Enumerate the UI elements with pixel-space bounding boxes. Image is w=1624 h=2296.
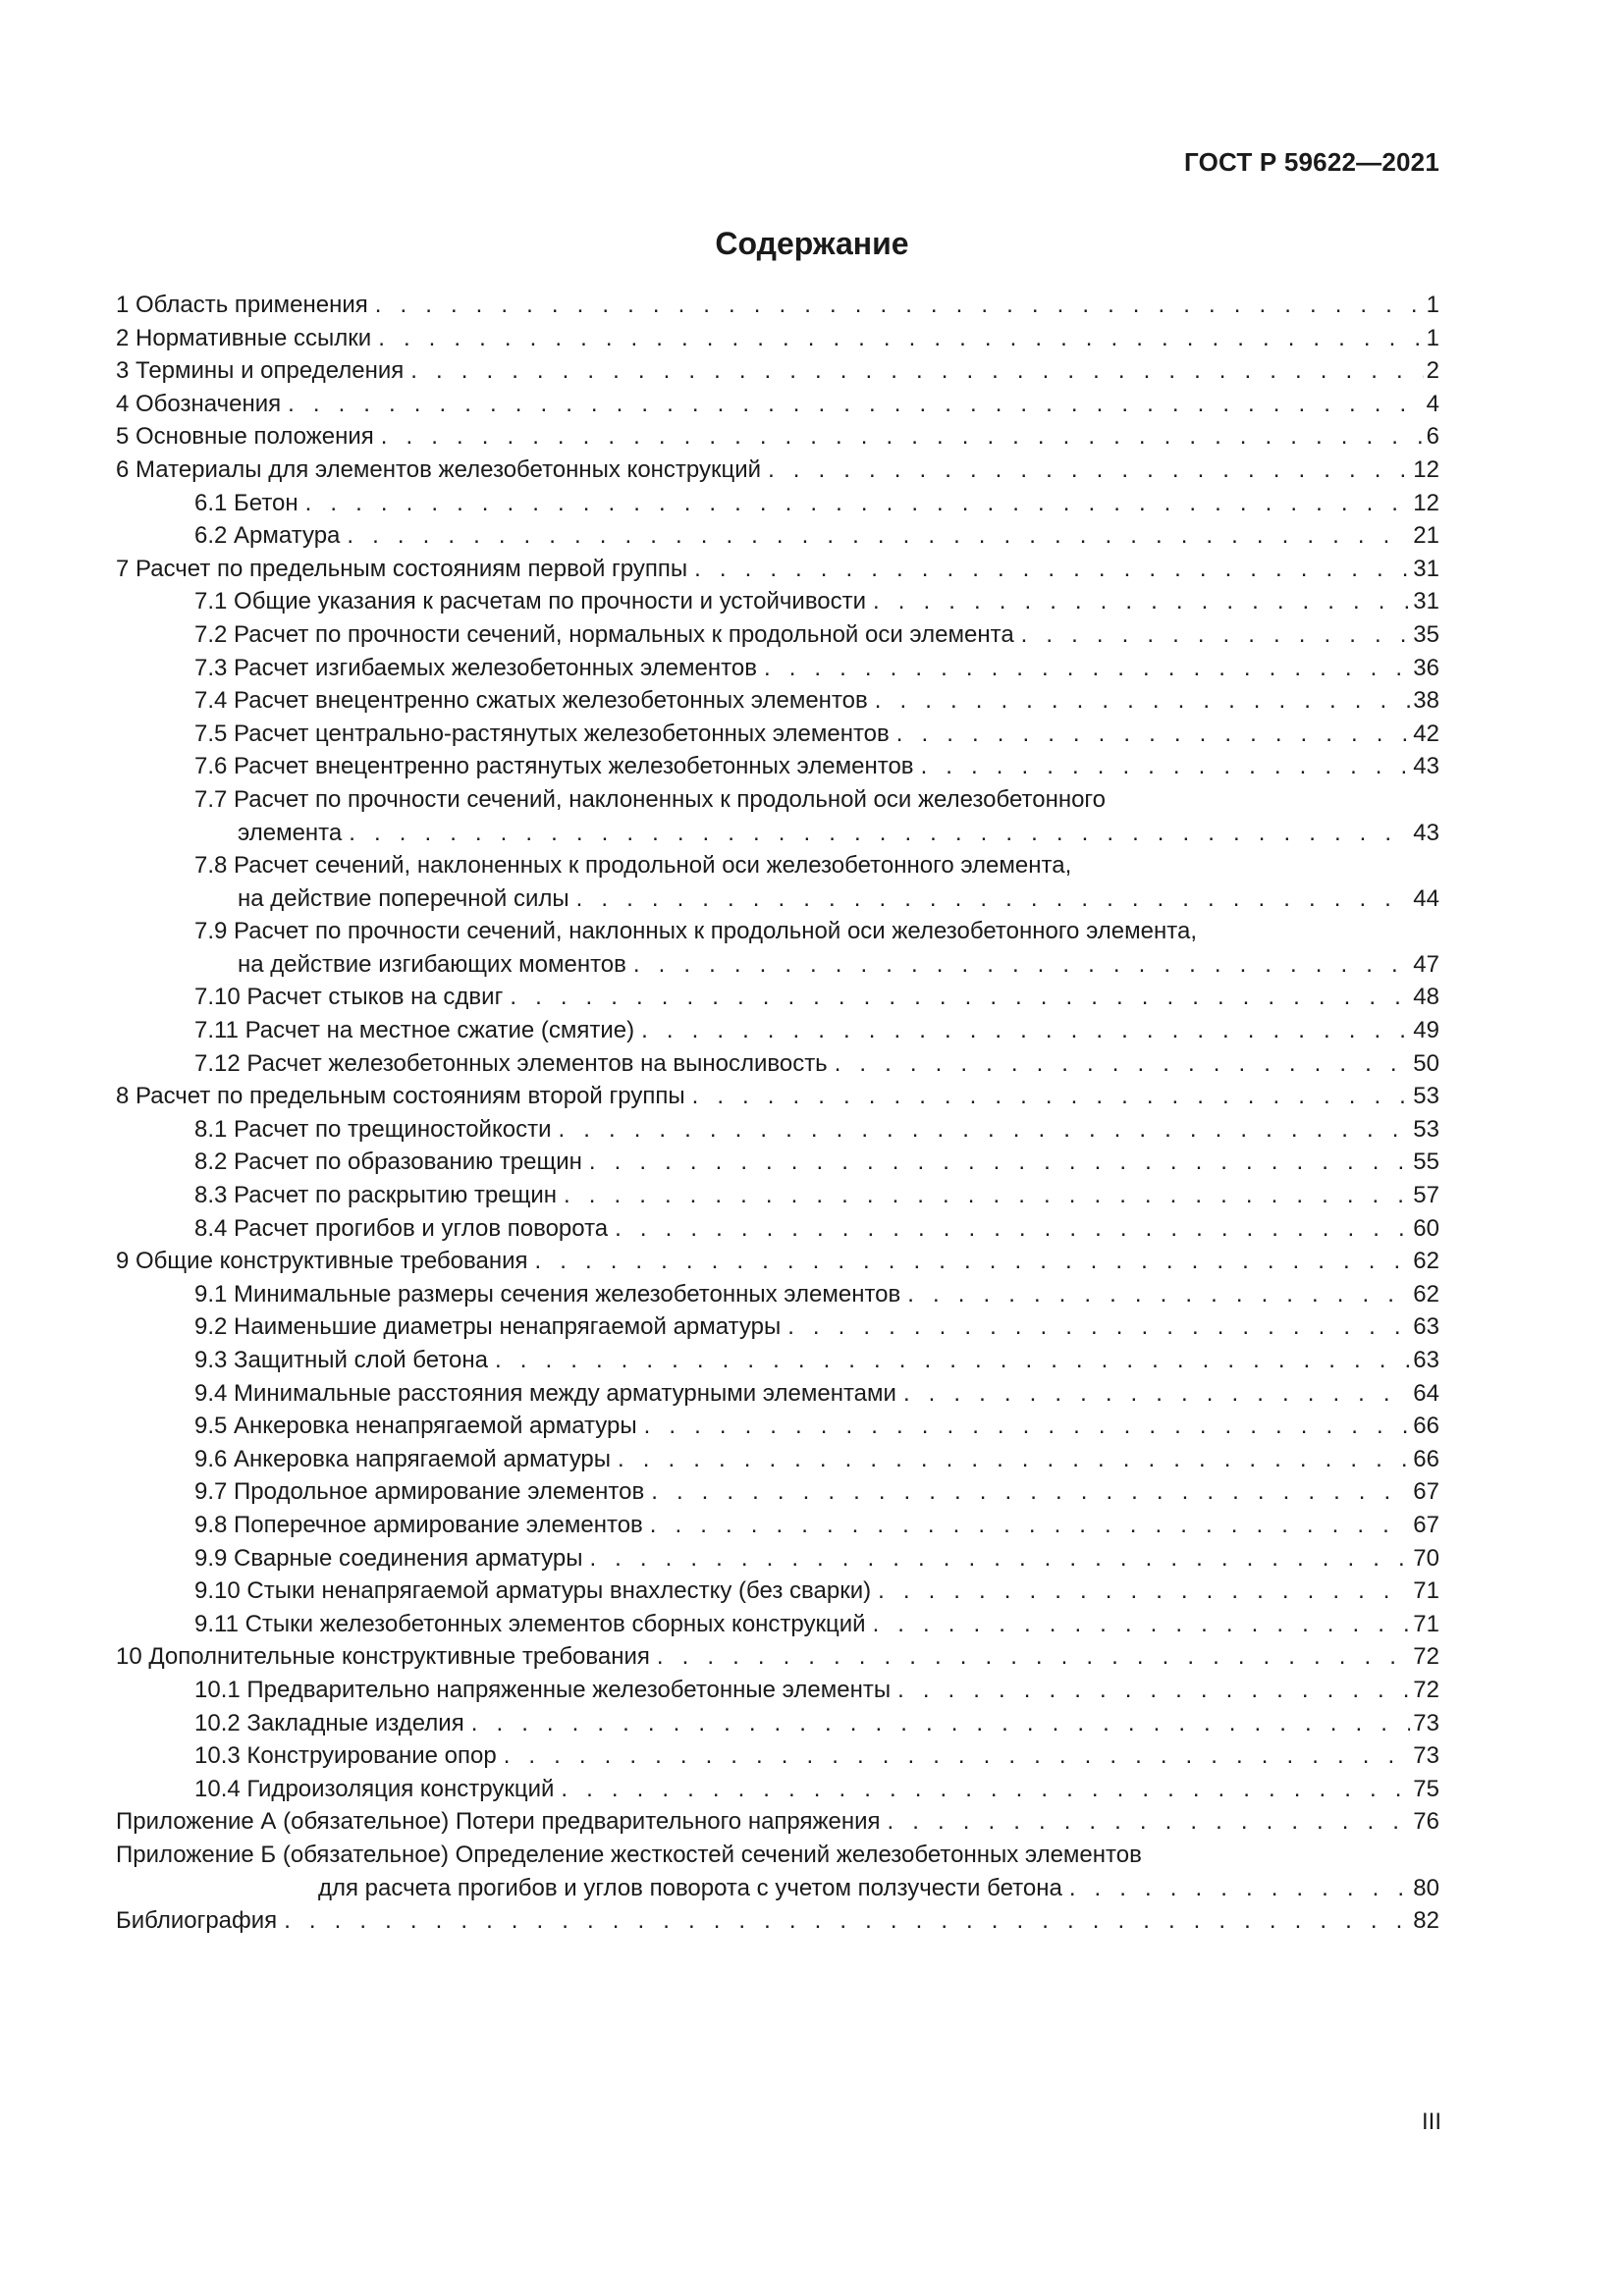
toc-entry[interactable] (116, 1542, 1439, 1575)
toc-entry-title: 9.2 Наименьшие диаметры ненапрягаемой арматуры (194, 1313, 782, 1341)
toc-entry-title: 8.4 Расчет прогибов и углов поворота (194, 1214, 609, 1242)
toc-entry-page: 53 (1413, 1083, 1439, 1110)
dot-leader (633, 948, 1410, 982)
toc-entry[interactable] (116, 1839, 1439, 1904)
toc-entry-page: 35 (1413, 620, 1439, 648)
toc-entry-page: 72 (1413, 1643, 1439, 1671)
toc-entry[interactable] (116, 1310, 1439, 1344)
toc-entry-page: 49 (1413, 1017, 1439, 1044)
toc-entry-page: 21 (1413, 522, 1439, 550)
dot-leader (921, 750, 1411, 783)
dot-leader (561, 1773, 1410, 1806)
toc-entry[interactable] (116, 981, 1439, 1014)
toc-entry-title-line: Приложение Б (обязательное) Определение жесткостей сечений железобетонных элементов (116, 1841, 1142, 1868)
toc-entry[interactable] (116, 487, 1439, 520)
toc-entry[interactable] (116, 1773, 1439, 1806)
toc-entry-page: 76 (1413, 1808, 1439, 1836)
toc-entry[interactable] (116, 1278, 1439, 1311)
toc-entry-title: 2 Нормативные ссылки (116, 324, 372, 351)
page-number: III (1421, 2109, 1441, 2135)
dot-leader (305, 487, 1411, 520)
toc-entry-page: 73 (1413, 1709, 1439, 1736)
toc-entry[interactable] (116, 1179, 1439, 1212)
toc-entry[interactable] (116, 1080, 1439, 1113)
toc-entry[interactable] (116, 1047, 1439, 1081)
dot-leader (896, 718, 1411, 751)
dot-leader (510, 981, 1410, 1014)
toc-entry[interactable] (116, 618, 1439, 652)
dot-leader (875, 684, 1411, 718)
toc-entry[interactable] (116, 718, 1439, 751)
toc-entry-title: 9.9 Сварные соединения арматуры (194, 1544, 583, 1572)
toc-entry[interactable] (116, 849, 1439, 915)
toc-entry-title: 9.10 Стыки ненапрягаемой арматуры внахлестку (без сварки) (194, 1577, 872, 1605)
toc-entry-title-line: 7.9 Расчет по прочности сечений, наклонных к продольной оси железобетонного элемента, (194, 918, 1197, 945)
toc-entry-title: 7.2 Расчет по прочности сечений, нормальных к продольной оси элемента (194, 620, 1014, 648)
toc-entry-page: 42 (1413, 720, 1439, 747)
toc-entry-page: 82 (1413, 1907, 1439, 1935)
toc-entry-title: 7.6 Расчет внецентренно растянутых железобетонных элементов (194, 753, 914, 780)
toc-entry[interactable] (116, 1410, 1439, 1443)
toc-entry-title: 10.1 Предварительно напряженные железобетонные элементы (194, 1676, 892, 1703)
dot-leader (657, 1640, 1410, 1674)
dot-leader (288, 388, 1424, 421)
dot-leader (787, 1310, 1410, 1344)
toc-entry[interactable] (116, 354, 1439, 388)
toc-entry-title: элемента (238, 819, 343, 846)
toc-entry[interactable] (116, 519, 1439, 553)
toc-entry[interactable] (116, 1805, 1439, 1839)
dot-leader (564, 1179, 1410, 1212)
toc-entry-title: 7.4 Расчет внецентренно сжатых железобетонных элементов (194, 687, 868, 715)
dot-leader (873, 1608, 1411, 1641)
toc-entry[interactable] (116, 1377, 1439, 1411)
toc-entry[interactable] (116, 684, 1439, 718)
toc-entry[interactable] (116, 388, 1439, 421)
toc-entry-title: 6.1 Бетон (194, 489, 298, 516)
dot-leader (576, 882, 1411, 916)
toc-entry-title: 5 Основные положения (116, 423, 374, 451)
dot-leader (694, 553, 1410, 586)
toc-entry[interactable] (116, 1113, 1439, 1147)
toc-entry-page: 48 (1413, 984, 1439, 1011)
toc-entry-title: 8.1 Расчет по трещиностойкости (194, 1115, 552, 1143)
toc-entry-title-line: 7.7 Расчет по прочности сечений, наклоненных к продольной оси железобетонного (194, 785, 1107, 813)
dot-leader (1069, 1872, 1410, 1905)
dot-leader (615, 1212, 1410, 1246)
dot-leader (903, 1377, 1410, 1411)
toc-entry-page: 31 (1413, 555, 1439, 582)
toc-entry-title: 9.1 Минимальные размеры сечения железобетонных элементов (194, 1280, 901, 1308)
toc-entry-page: 2 (1426, 357, 1439, 385)
dot-leader (558, 1113, 1410, 1147)
toc-entry-page: 12 (1413, 455, 1439, 483)
toc-entry-page: 50 (1413, 1049, 1439, 1077)
toc-entry-page: 1 (1426, 292, 1439, 318)
toc-entry-title: Библиография (116, 1907, 278, 1935)
toc-entry-title: 1 Область применения (116, 292, 368, 318)
dot-leader (878, 1575, 1410, 1608)
toc-entry-title: 10.3 Конструирование опор (194, 1742, 497, 1770)
toc-entry-page: 72 (1413, 1676, 1439, 1703)
toc-entry-title: 9.4 Минимальные расстояния между арматурными элементами (194, 1379, 896, 1407)
toc-entry-title: 7.3 Расчет изгибаемых железобетонных элементов (194, 654, 757, 681)
toc-entry-page: 57 (1413, 1182, 1439, 1209)
toc-entry[interactable] (116, 783, 1439, 849)
dot-leader (897, 1674, 1410, 1707)
toc-entry[interactable] (116, 585, 1439, 618)
document-code: ГОСТ Р 59622—2021 (1184, 147, 1439, 177)
toc-entry[interactable] (116, 1014, 1439, 1047)
toc-entry-title: 8.2 Расчет по образованию трещин (194, 1148, 582, 1176)
toc-entry[interactable] (116, 454, 1439, 487)
toc-entry-title: 9.3 Защитный слой бетона (194, 1347, 488, 1373)
dot-leader (1021, 618, 1411, 652)
toc-entry[interactable] (116, 1640, 1439, 1674)
toc-entry-title: 7.11 Расчет на местное сжатие (смятие) (194, 1017, 635, 1044)
dot-leader (618, 1443, 1410, 1476)
dot-leader (534, 1245, 1410, 1278)
toc-entry-title: Приложение А (обязательное) Потери предварительного напряжения (116, 1808, 881, 1836)
toc-entry-page: 62 (1413, 1280, 1439, 1308)
toc-entry[interactable] (116, 1674, 1439, 1707)
dot-leader (650, 1509, 1411, 1542)
dot-leader (410, 354, 1423, 388)
toc-entry-title: 8.3 Расчет по раскрытию трещин (194, 1182, 557, 1209)
toc-entry-title: на действие изгибающих моментов (238, 950, 626, 978)
toc-entry-page: 63 (1413, 1313, 1439, 1341)
toc-entry-page: 55 (1413, 1148, 1439, 1176)
toc-entry[interactable] (116, 420, 1439, 454)
dot-leader (651, 1475, 1410, 1509)
toc-title: Содержание (715, 226, 909, 261)
dot-leader (641, 1014, 1410, 1047)
toc-entry-page: 31 (1413, 588, 1439, 615)
toc-entry[interactable] (116, 1575, 1439, 1608)
toc-entry-title: 8 Расчет по предельным состояниям второй группы (116, 1083, 685, 1110)
toc-entry[interactable] (116, 1509, 1439, 1542)
toc-entry[interactable] (116, 1739, 1439, 1773)
dot-leader (349, 817, 1410, 850)
dot-leader (347, 519, 1410, 553)
dot-leader (589, 1542, 1410, 1575)
toc-entry-page: 80 (1413, 1874, 1439, 1901)
toc-entry-page: 67 (1413, 1478, 1439, 1506)
toc-entry-title: для расчета прогибов и углов поворота с учетом ползучести бетона (318, 1874, 1062, 1901)
toc-entry[interactable] (116, 915, 1439, 981)
toc-entry-page: 1 (1426, 324, 1439, 351)
toc-entry-title: 9.11 Стыки железобетонных элементов сборных конструкций (194, 1610, 866, 1637)
dot-leader (907, 1278, 1410, 1311)
toc-entry-title: 10.4 Гидроизоляция конструкций (194, 1775, 555, 1802)
dot-leader (589, 1146, 1410, 1179)
dot-leader (495, 1344, 1410, 1377)
toc-entry-page: 6 (1426, 423, 1439, 451)
toc-entry[interactable] (116, 1904, 1439, 1938)
toc-entry-page: 66 (1413, 1445, 1439, 1472)
toc-entry-title: 9.7 Продольное армирование элементов (194, 1478, 645, 1506)
toc-entry[interactable] (116, 1146, 1439, 1179)
toc-entry-page: 44 (1413, 884, 1439, 912)
toc-entry-title: 9.6 Анкеровка напрягаемой арматуры (194, 1445, 612, 1472)
toc-entry-title: 10 Дополнительные конструктивные требования (116, 1643, 650, 1671)
toc-entry-title: 7.12 Расчет железобетонных элементов на выносливость (194, 1049, 828, 1077)
toc-entry[interactable] (116, 1443, 1439, 1476)
toc-entry[interactable] (116, 1707, 1439, 1740)
toc-entry-page: 43 (1413, 753, 1439, 780)
toc-entry-page: 71 (1413, 1610, 1439, 1637)
toc-entry-page: 73 (1413, 1742, 1439, 1770)
toc-entry-title: 7.1 Общие указания к расчетам по прочности и устойчивости (194, 588, 867, 615)
toc-entry-page: 62 (1413, 1248, 1439, 1275)
toc-entry-title: 7 Расчет по предельным состояниям первой группы (116, 555, 688, 582)
dot-leader (768, 454, 1410, 487)
toc-entry-page: 75 (1413, 1775, 1439, 1802)
toc-entry-title-line: 7.8 Расчет сечений, наклоненных к продольной оси железобетонного элемента, (194, 852, 1072, 880)
dot-leader (764, 652, 1410, 685)
toc-entry[interactable] (116, 322, 1439, 355)
toc-entry-page: 67 (1413, 1511, 1439, 1538)
toc-entry[interactable] (116, 652, 1439, 685)
toc-entry-page: 60 (1413, 1214, 1439, 1242)
toc-entry[interactable] (116, 1475, 1439, 1509)
toc-entry[interactable] (116, 1245, 1439, 1278)
toc-entry-page: 64 (1413, 1379, 1439, 1407)
toc-entry-page: 70 (1413, 1544, 1439, 1572)
toc-entry[interactable] (116, 553, 1439, 586)
toc-entry[interactable] (116, 1608, 1439, 1641)
toc-entry-page: 36 (1413, 654, 1439, 681)
toc-entry-page: 66 (1413, 1413, 1439, 1440)
toc-entry-page: 71 (1413, 1577, 1439, 1605)
toc-entry-title: 9.8 Поперечное армирование элементов (194, 1511, 643, 1538)
toc-entry-page: 4 (1426, 390, 1439, 417)
toc-entry-title: 7.10 Расчет стыков на сдвиг (194, 984, 504, 1011)
dot-leader (692, 1080, 1411, 1113)
toc-entry-title: 4 Обозначения (116, 390, 282, 417)
dot-leader (378, 322, 1423, 355)
dot-leader (873, 585, 1410, 618)
toc-entry[interactable] (116, 1344, 1439, 1377)
toc-entry[interactable] (116, 1212, 1439, 1246)
dot-leader (504, 1739, 1411, 1773)
toc-entry-page: 47 (1413, 950, 1439, 978)
toc-entry-page: 38 (1413, 687, 1439, 715)
dot-leader (284, 1904, 1410, 1938)
dot-leader (381, 420, 1424, 454)
toc-entry-title: 10.2 Закладные изделия (194, 1709, 464, 1736)
toc-entry-page: 43 (1413, 819, 1439, 846)
toc-entry-page: 12 (1413, 489, 1439, 516)
toc-entry-title: 6 Материалы для элементов железобетонных конструкций (116, 455, 762, 483)
dot-leader (888, 1805, 1411, 1839)
dot-leader (375, 289, 1424, 322)
toc-entry[interactable] (116, 289, 1439, 322)
toc-entry-page: 63 (1413, 1347, 1439, 1373)
toc-entry-title: на действие поперечной силы (238, 884, 569, 912)
table-of-contents (116, 289, 1439, 1938)
dot-leader (644, 1410, 1411, 1443)
dot-leader (835, 1047, 1411, 1081)
toc-entry[interactable] (116, 750, 1439, 783)
dot-leader (471, 1707, 1411, 1740)
toc-entry-title: 6.2 Арматура (194, 522, 341, 550)
toc-entry-title: 7.5 Расчет центрально-растянутых железобетонных элементов (194, 720, 890, 747)
toc-entry-title: 3 Термины и определения (116, 357, 405, 385)
toc-entry-title: 9 Общие конструктивные требования (116, 1248, 528, 1275)
toc-entry-title: 9.5 Анкеровка ненапрягаемой арматуры (194, 1413, 637, 1440)
toc-entry-page: 53 (1413, 1115, 1439, 1143)
